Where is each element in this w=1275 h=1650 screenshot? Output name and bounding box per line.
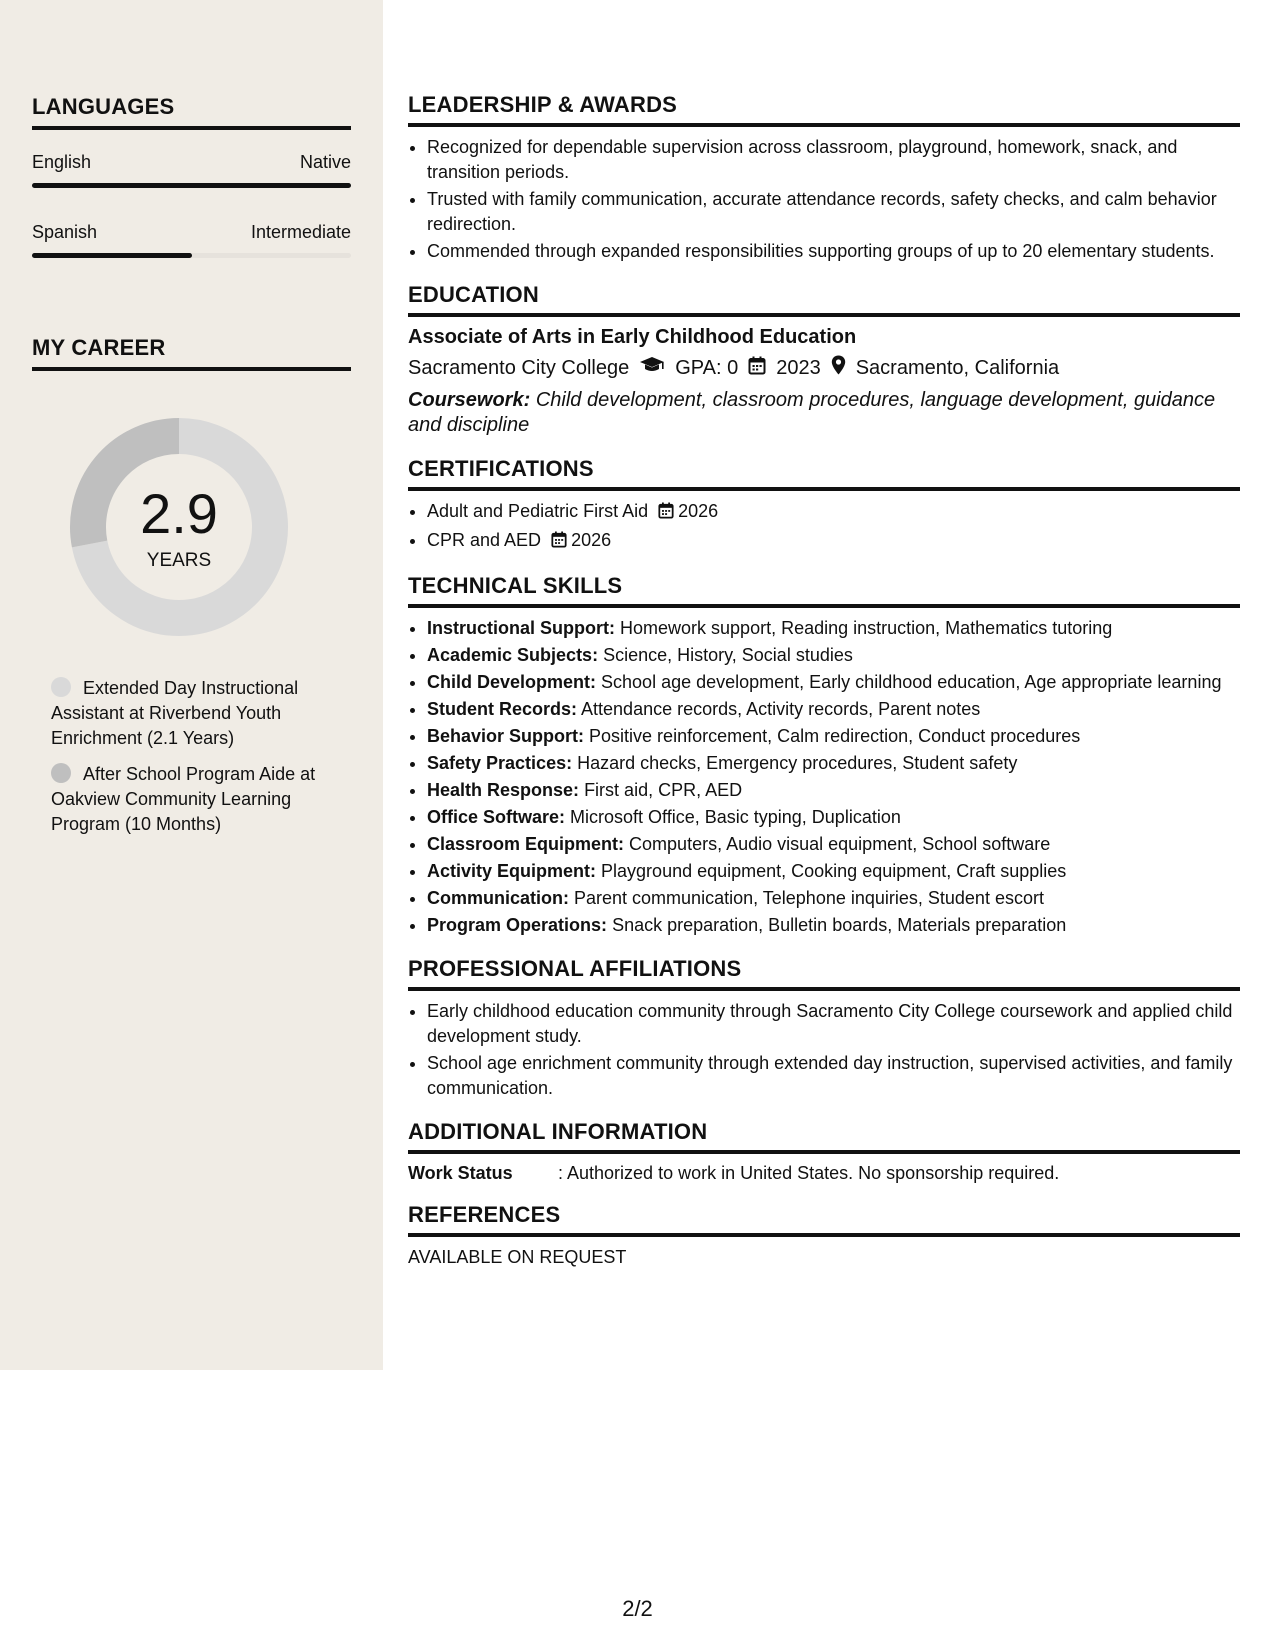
- location-pin-icon: [831, 355, 846, 381]
- skill-value: School age development, Early childhood education, Age appropriate learning: [601, 672, 1222, 692]
- certification-year: 2026: [678, 501, 719, 521]
- leadership-list: [408, 135, 1240, 264]
- skill-label: Program Operations:: [427, 915, 608, 935]
- list-item: • Commended through expanded responsibilities supporting groups of up to 20 elementary students.: [427, 239, 1240, 264]
- calendar-icon: [658, 501, 674, 526]
- skill-label: Classroom Equipment:: [427, 834, 625, 854]
- calendar-icon: [551, 530, 567, 555]
- calendar-icon: [748, 356, 766, 381]
- list-item: [427, 499, 1240, 526]
- skill-value: Positive reinforcement, Calm redirection, Conduct procedures: [589, 726, 1081, 746]
- references-text: AVAILABLE ON REQUEST: [408, 1247, 627, 1267]
- affiliations-list: [408, 999, 1240, 1101]
- work-status-value: : Authorized to work in United States. No sponsorship required.: [558, 1163, 1060, 1183]
- skill-value: Playground equipment, Cooking equipment, Craft supplies: [601, 861, 1067, 881]
- skill-label: Child Development:: [427, 672, 597, 692]
- language-name: English: [32, 152, 92, 172]
- certifications-section: [408, 456, 1240, 555]
- work-status-row: [408, 1163, 1240, 1184]
- additional-info-section: [408, 1119, 1240, 1184]
- skill-label: Academic Subjects:: [427, 645, 599, 665]
- skill-item: [427, 724, 1240, 749]
- skill-label: Instructional Support:: [427, 618, 615, 638]
- skill-value: First aid, CPR, AED: [584, 780, 743, 800]
- list-item: [427, 528, 1240, 555]
- certification-year: 2026: [571, 530, 612, 550]
- skill-item: [427, 859, 1240, 884]
- skill-item: [427, 751, 1240, 776]
- references-section: [408, 1202, 1240, 1268]
- language-bar-fill: [32, 183, 351, 188]
- list-item: • School age enrichment community through extended day instruction, supervised activities, and family communication.: [427, 1051, 1240, 1101]
- career-donut-chart: [66, 414, 292, 640]
- graduation-year: 2023: [776, 356, 821, 379]
- skill-item: [427, 778, 1240, 803]
- skill-label: Office Software:: [427, 807, 566, 827]
- sidebar: [0, 0, 383, 1370]
- skill-item: [427, 670, 1240, 695]
- language-item: [32, 222, 351, 258]
- education-details: [408, 355, 1240, 381]
- school-name: Sacramento City College: [408, 356, 630, 379]
- career-legend-item: [51, 762, 341, 837]
- skill-value: Snack preparation, Bulletin boards, Materials preparation: [612, 915, 1067, 935]
- coursework-label: Coursework:: [408, 389, 531, 411]
- education-section: [408, 282, 1240, 438]
- skill-label: Behavior Support:: [427, 726, 585, 746]
- career-legend-text: After School Program Aide at Oakview Community Learning Program (10 Months): [51, 764, 316, 834]
- skill-label: Student Records:: [427, 699, 578, 719]
- legend-dot-icon: [51, 763, 71, 783]
- list-item: • Early childhood education community through Sacramento City College coursework and applied child development study.: [427, 999, 1240, 1049]
- list-item: • Recognized for dependable supervision across classroom, playground, homework, snack, and transition periods.: [427, 135, 1240, 185]
- skill-value: Microsoft Office, Basic typing, Duplication: [570, 807, 901, 827]
- skill-item: [427, 616, 1240, 641]
- school-location: Sacramento, California: [855, 356, 1060, 379]
- work-status-label: Work Status: [408, 1163, 513, 1183]
- language-item: [32, 152, 351, 188]
- list-item: • Trusted with family communication, accurate attendance records, safety checks, and calm behavior redirection.: [427, 187, 1240, 237]
- skill-item: [427, 913, 1240, 938]
- coursework-text: Child development, classroom procedures, language development, guidance and discipline: [408, 389, 1216, 436]
- certifications-list: [408, 499, 1240, 555]
- career-section: [32, 335, 351, 371]
- skill-item: [427, 886, 1240, 911]
- skill-item: [427, 697, 1240, 722]
- skill-value: Hazard checks, Emergency procedures, Student safety: [577, 753, 1018, 773]
- graduation-cap-icon: [639, 356, 665, 380]
- career-total-years: 2.9: [140, 482, 218, 545]
- certification-name: Adult and Pediatric First Aid: [427, 501, 649, 521]
- affiliations-heading: PROFESSIONAL AFFILIATIONS: [408, 956, 1240, 991]
- skill-label: Communication:: [427, 888, 569, 908]
- certifications-heading: CERTIFICATIONS: [408, 456, 1240, 491]
- career-unit: YEARS: [146, 550, 212, 571]
- language-name: Spanish: [32, 222, 98, 242]
- leadership-heading: LEADERSHIP & AWARDS: [408, 92, 1240, 127]
- career-legend: [51, 676, 341, 848]
- language-bar-fill: [32, 253, 192, 258]
- language-bar: [32, 183, 351, 188]
- degree-title: Associate of Arts in Early Childhood Education: [408, 326, 857, 348]
- legend-dot-icon: [51, 677, 71, 697]
- skill-value: Homework support, Reading instruction, Mathematics tutoring: [620, 618, 1113, 638]
- skill-value: Parent communication, Telephone inquiries, Student escort: [574, 888, 1044, 908]
- languages-heading: LANGUAGES: [32, 94, 351, 130]
- references-heading: REFERENCES: [408, 1202, 1240, 1237]
- career-legend-item: [51, 676, 341, 751]
- skill-label: Safety Practices:: [427, 753, 573, 773]
- skill-label: Activity Equipment:: [427, 861, 597, 881]
- skills-heading: TECHNICAL SKILLS: [408, 573, 1240, 608]
- leadership-section: [408, 92, 1240, 264]
- language-level: Intermediate: [250, 222, 351, 242]
- skill-value: Science, History, Social studies: [603, 645, 853, 665]
- languages-section: [32, 94, 351, 258]
- skill-item: [427, 832, 1240, 857]
- certification-name: CPR and AED: [427, 530, 542, 550]
- career-heading: MY CAREER: [32, 335, 351, 371]
- skill-value: Attendance records, Activity records, Parent notes: [581, 699, 981, 719]
- language-level: Native: [299, 152, 351, 172]
- skill-item: [427, 805, 1240, 830]
- gpa: GPA: 0: [675, 356, 739, 379]
- skills-list: [408, 616, 1240, 938]
- language-bar: [32, 253, 351, 258]
- skill-label: Health Response:: [427, 780, 580, 800]
- additional-info-heading: ADDITIONAL INFORMATION: [408, 1119, 1240, 1154]
- coursework: [408, 388, 1240, 438]
- career-legend-text: Extended Day Instructional Assistant at Riverbend Youth Enrichment (2.1 Years): [51, 678, 299, 748]
- education-heading: EDUCATION: [408, 282, 1240, 317]
- skills-section: [408, 573, 1240, 938]
- main-content: [408, 92, 1240, 1286]
- page-number: 2/2: [622, 1596, 653, 1621]
- skill-item: [427, 643, 1240, 668]
- skill-value: Computers, Audio visual equipment, School software: [629, 834, 1051, 854]
- affiliations-section: [408, 956, 1240, 1101]
